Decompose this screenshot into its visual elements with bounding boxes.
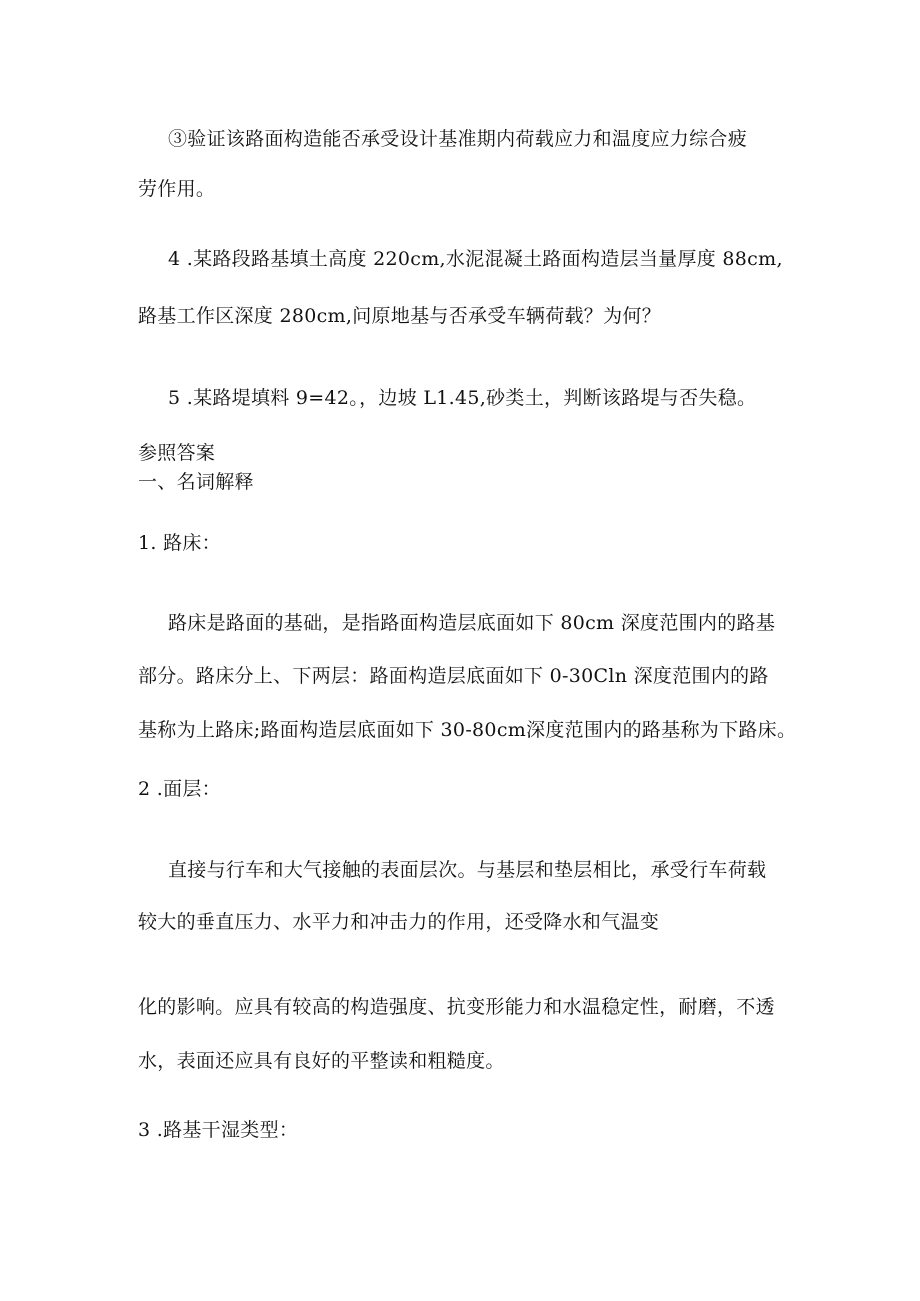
text-line: 路基工作区深度 280cm,问原地基与否承受车辆荷载？为何？ <box>138 305 662 327</box>
text-line: 部分。路床分上、下两层：路面构造层底面如下 0-30Cln 深度范围内的路 <box>138 665 769 687</box>
text-line: ③验证该路面构造能否承受设计基准期内荷载应力和温度应力综合疲 <box>168 128 748 150</box>
text-line: 基称为上路床;路面构造层底面如下 30-80cm深度范围内的路基称为下路床。 <box>138 719 797 741</box>
term-heading: 3 .路基干湿类型： <box>138 1119 299 1141</box>
text-line: 较大的垂直压力、水平力和冲击力的作用，还受降水和气温变 <box>138 911 660 933</box>
text-line: 5 .某路堤填料 9=42。，边坡 L1.45,砂类土，判断该路堤与否失稳。 <box>168 387 757 409</box>
text-line: 直接与行车和大气接触的表面层次。与基层和垫层相比，承受行车荷载 <box>168 859 767 881</box>
text-line: 路床是路面的基础，是指路面构造层底面如下 80cm 深度范围内的路基 <box>168 612 776 634</box>
term-heading: 1. 路床： <box>138 532 221 554</box>
text-line: 水，表面还应具有良好的平整读和粗糙度。 <box>138 1050 505 1072</box>
text-line: 化的影响。应具有较高的构造强度、抗变形能力和水温稳定性，耐磨，不透 <box>138 996 775 1018</box>
text-line: 4 .某路段路基填土高度 220cm,水泥混凝土路面构造层当量厚度 88cm, <box>168 248 783 270</box>
section-heading: 一、名词解释 <box>138 471 254 493</box>
section-heading: 参照答案 <box>138 442 216 464</box>
text-line: 劳作用。 <box>138 178 216 200</box>
term-heading: 2 .面层： <box>138 778 221 800</box>
